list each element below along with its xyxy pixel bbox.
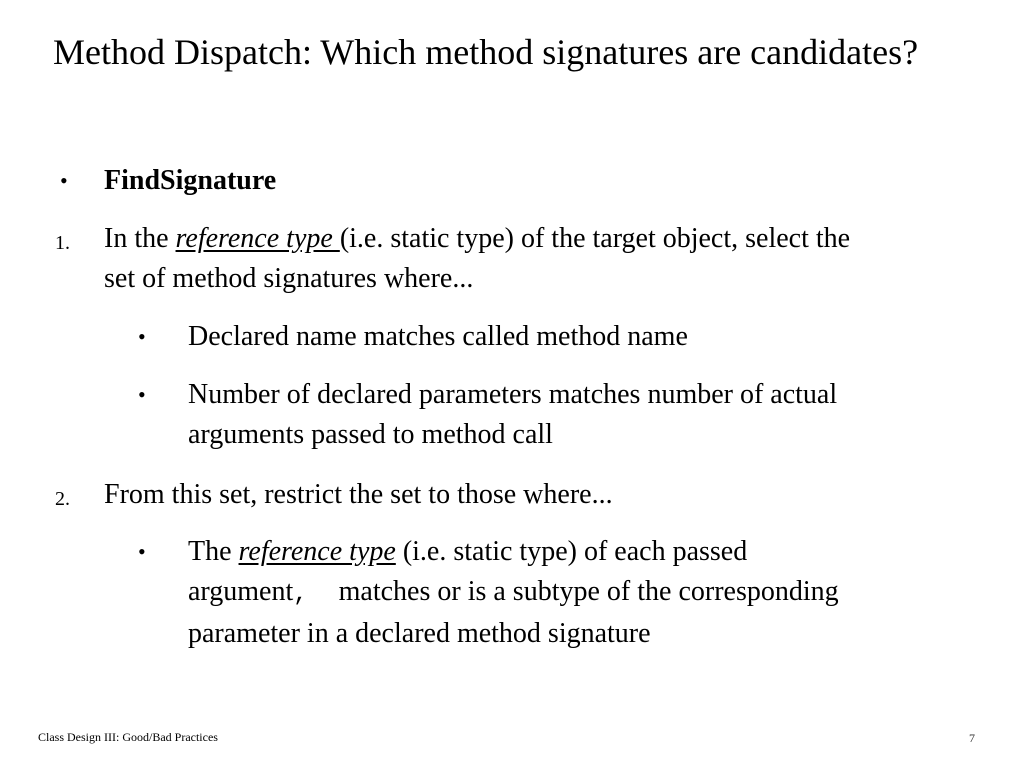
bullet-marker: •: [138, 382, 146, 407]
step-1-sub-bullet-1: [138, 318, 998, 356]
heading-bullet-text: FindSignature: [104, 165, 277, 196]
sub-bullet-text-after: (i.e. static type) of each passed: [395, 536, 748, 567]
sub-bullet-line-2-code: ,: [293, 581, 308, 608]
footer-course-title: Class Design III: Good/Bad Practices: [38, 730, 218, 744]
bullet-marker: •: [138, 539, 146, 564]
sub-bullet-line-2: [188, 573, 839, 614]
step-2: [55, 476, 955, 514]
sub-bullet-text-before: The: [188, 536, 239, 567]
step-1-text-after: (i.e. static type) of the target object, select the: [339, 223, 851, 254]
sub-bullet-line-3: parameter in a declared method signature: [188, 618, 651, 649]
slide-title: Method Dispatch: Which method signatures are candidates?: [53, 32, 919, 72]
sub-bullet-text: Declared name matches called method name: [188, 321, 688, 352]
step-2-text: From this set, restrict the set to those where...: [104, 479, 613, 510]
footer-page-number: 7: [969, 731, 975, 745]
sub-bullet-line-1: [188, 533, 747, 571]
sub-bullet-line-1: Number of declared parameters matches number of actual: [188, 379, 838, 410]
step-1: [55, 220, 1015, 300]
step-2-marker: 2.: [55, 488, 70, 510]
heading-bullet: [60, 162, 960, 200]
step-1-emphasis: reference type: [175, 223, 340, 254]
bullet-marker: •: [138, 324, 146, 349]
sub-bullet-line-2-after: matches or is a subtype of the corresponding: [331, 576, 839, 607]
sub-bullet-line-2-before: argument: [188, 576, 294, 607]
step-1-text-before: In the: [104, 223, 176, 254]
step-1-line-2: set of method signatures where...: [104, 263, 474, 294]
step-1-sub-bullet-2: [138, 376, 998, 456]
step-2-sub-bullet: [138, 533, 998, 653]
sub-bullet-emphasis: reference type: [238, 536, 396, 567]
step-1-line-1: [104, 220, 850, 258]
bullet-marker: •: [60, 168, 68, 193]
sub-bullet-line-2: arguments passed to method call: [188, 419, 553, 450]
step-1-marker: 1.: [55, 232, 70, 254]
